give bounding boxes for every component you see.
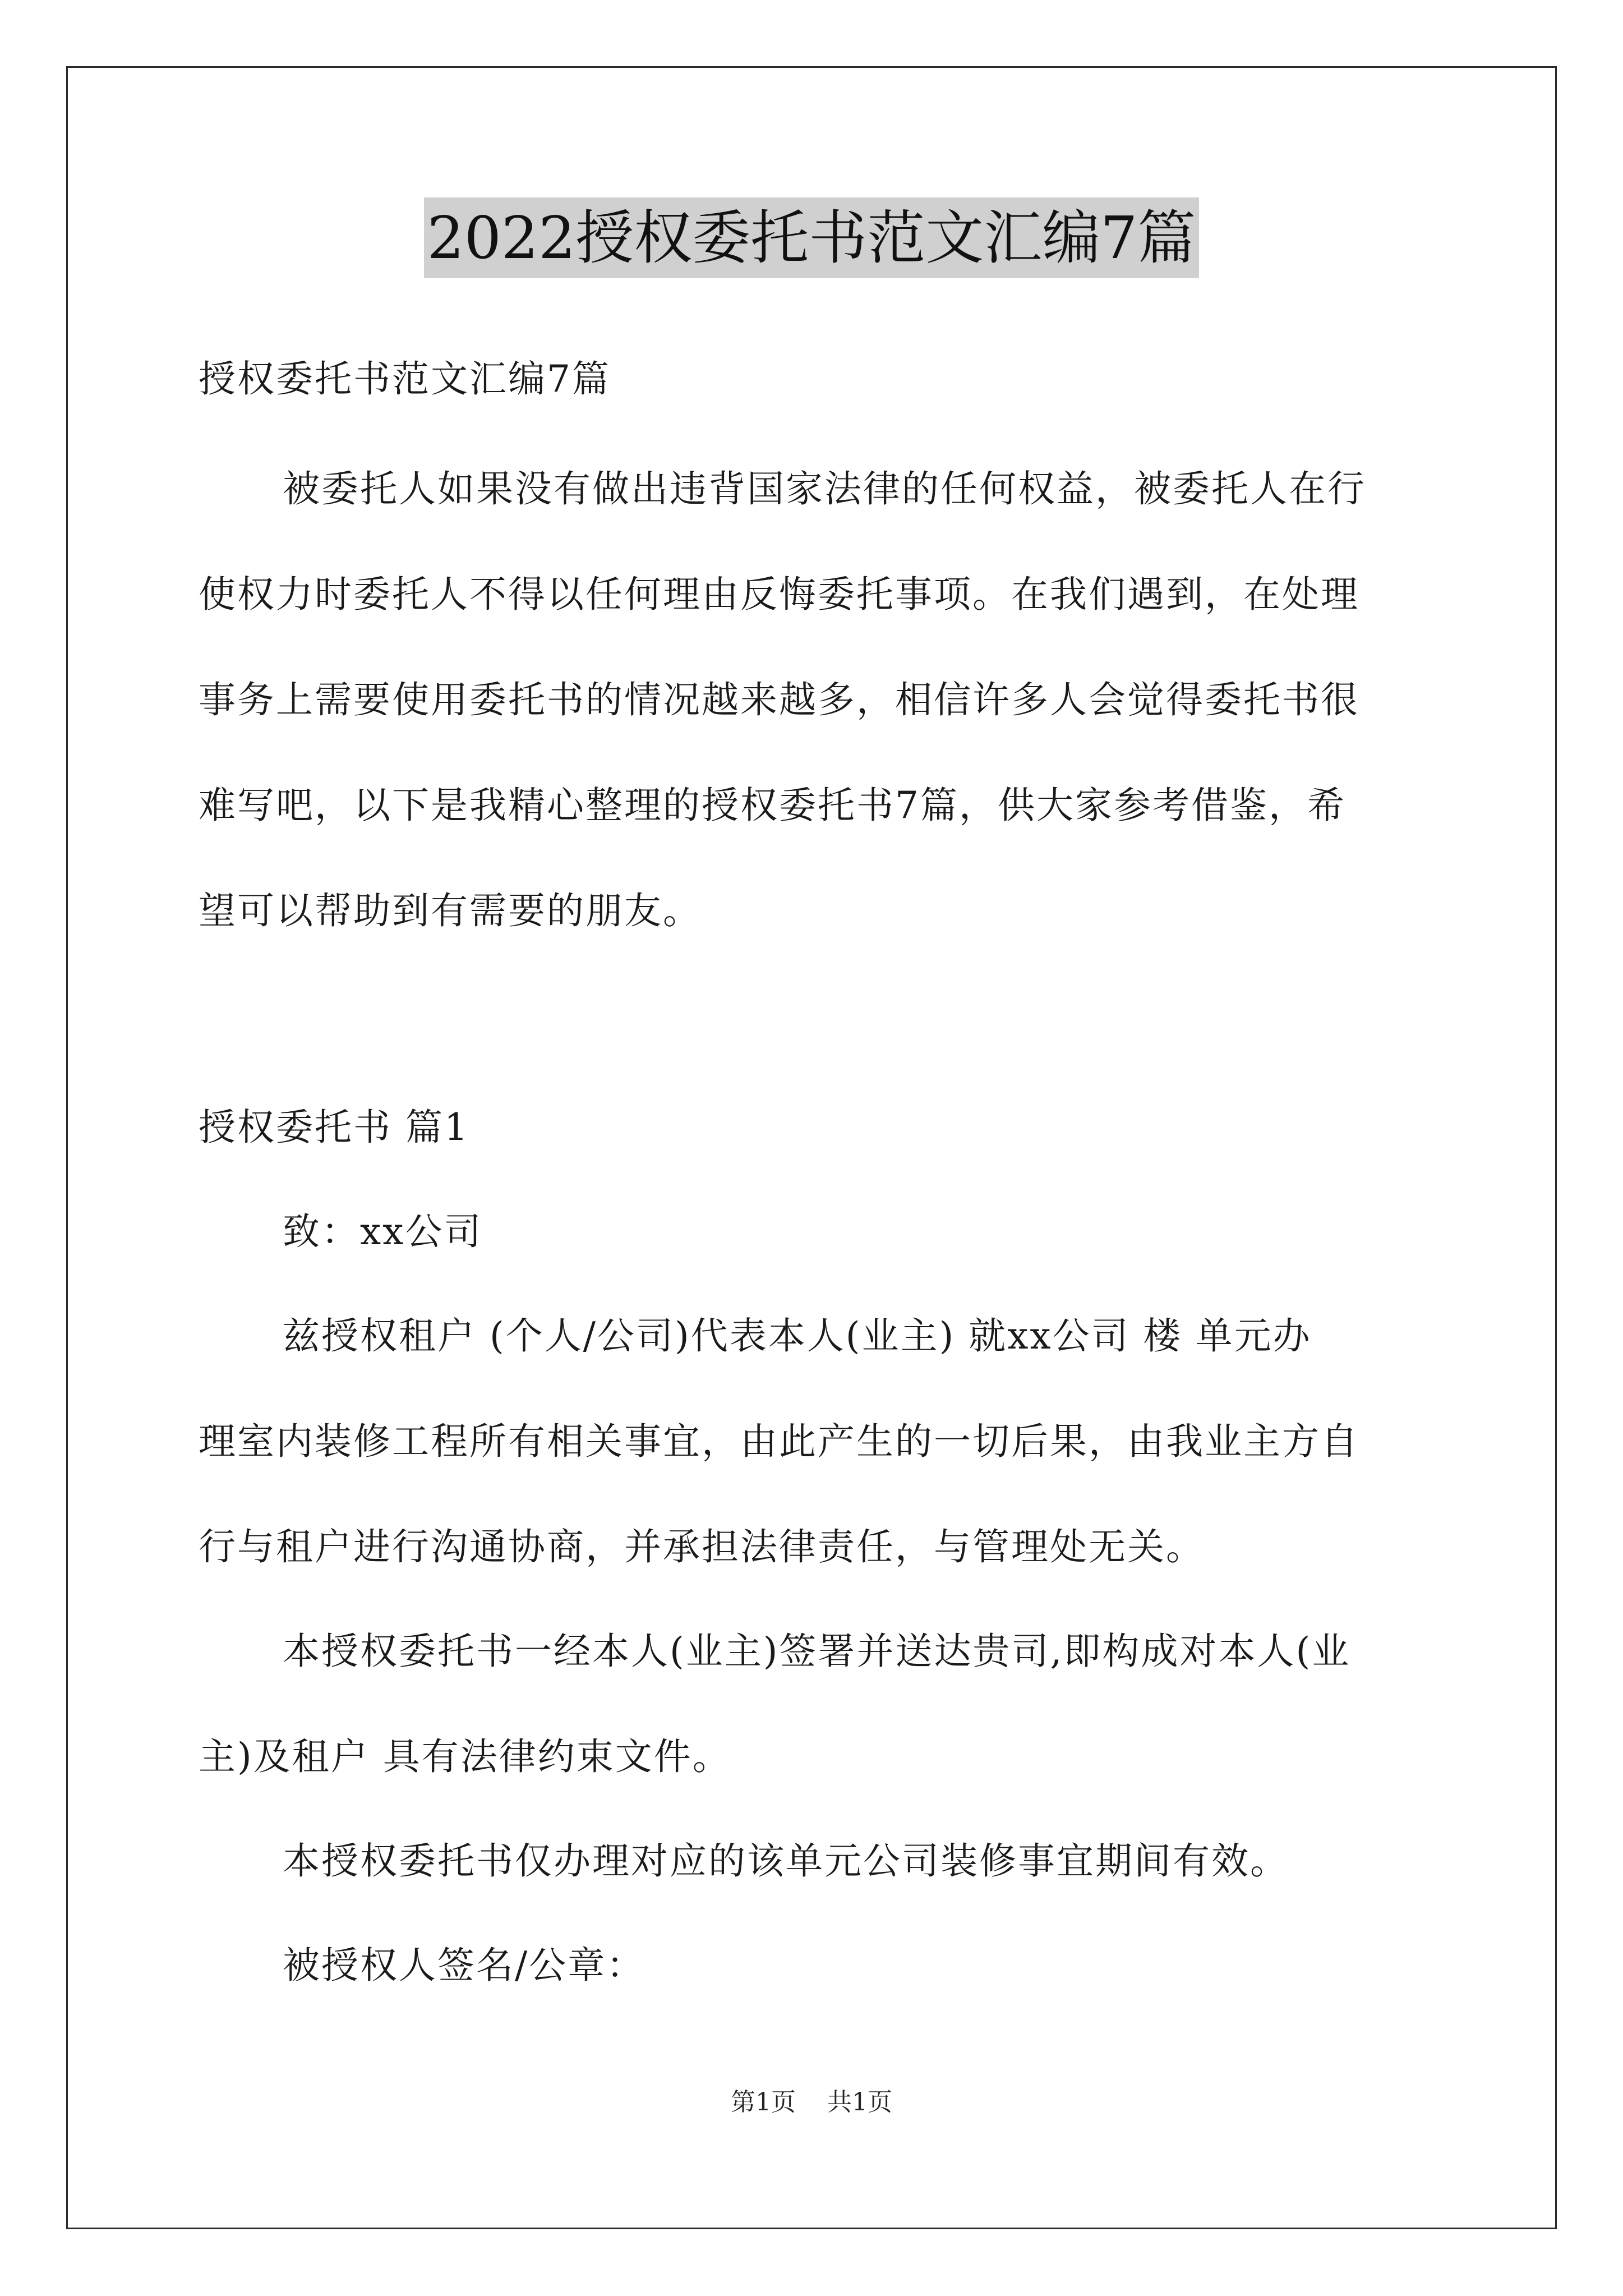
title-container [0, 197, 1623, 278]
paragraph-line: 理室内装修工程所有相关事宜，由此产生的一切后果，由我业主方自 [199, 1420, 1359, 1463]
paragraph-line: 主)及租户 具有法律约束文件。 [199, 1735, 731, 1778]
recipient-line: 致：xx公司 [283, 1210, 483, 1253]
page-total: 共1页 [827, 2088, 892, 2116]
paragraph-line: 兹授权租户 (个人/公司)代表本人(业主) 就xx公司 楼 单元办 [283, 1314, 1312, 1358]
page-footer [0, 2086, 1623, 2119]
signature-label: 被授权人签名/公章： [283, 1944, 645, 1987]
paragraph-line: 本授权委托书仅办理对应的该单元公司装修事宜期间有效。 [283, 1839, 1289, 1883]
intro-line: 被委托人如果没有做出违背国家法律的任何权益，被委托人在行 [283, 467, 1366, 510]
document-title: 2022授权委托书范文汇编7篇 [424, 197, 1200, 278]
paragraph-line: 行与租户进行沟通协商，并承担法律责任，与管理处无关。 [199, 1525, 1205, 1568]
document-subtitle: 授权委托书范文汇编7篇 [199, 357, 611, 401]
page-number: 第1页 [731, 2088, 796, 2116]
intro-line: 使权力时委托人不得以任何理由反悔委托事项。在我们遇到，在处理 [199, 573, 1359, 616]
section-heading: 授权委托书 篇1 [199, 1106, 469, 1149]
paragraph-line: 本授权委托书一经本人(业主)签署并送达贵司,即构成对本人(业 [283, 1630, 1351, 1673]
intro-line: 望可以帮助到有需要的朋友。 [199, 889, 702, 932]
intro-line: 难写吧，以下是我精心整理的授权委托书7篇，供大家参考借鉴，希 [199, 784, 1346, 827]
intro-line: 事务上需要使用委托书的情况越来越多，相信许多人会觉得委托书很 [199, 678, 1359, 721]
